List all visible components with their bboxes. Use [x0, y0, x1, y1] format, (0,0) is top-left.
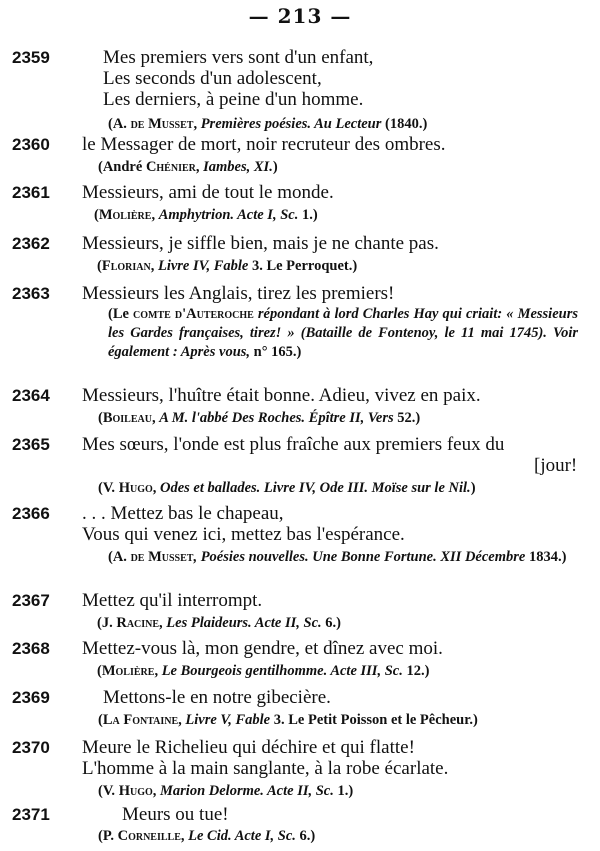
entry-number: 2361 — [12, 183, 50, 202]
entry-number: 2369 — [12, 688, 50, 707]
entry-number: 2362 — [12, 234, 50, 253]
entry-number: 2368 — [12, 639, 50, 658]
quote-line: Les derniers, à peine d'un homme. — [103, 89, 364, 110]
quote-line: Messieurs, ami de tout le monde. — [82, 182, 334, 203]
source-citation: (Molière, Amphytrion. Acte I, Sc. 1.) — [94, 207, 318, 223]
page-number: — 213 — — [248, 4, 352, 28]
quote-line-continuation: [jour! — [534, 455, 578, 476]
quote-line: Les seconds d'un adolescent, — [103, 68, 322, 89]
entry-number: 2363 — [12, 284, 50, 303]
source-citation: (Le comte d'Auteroche répondant à lord Charles Hay qui criait: « Messieurs les Gardes françaises, tirez! » (Bataille de Fontenoy, le 11 mai 1745). Voir également : Après vous, n° 165.) — [108, 306, 578, 360]
entry-number: 2367 — [12, 591, 50, 610]
source-citation: (A. de Musset, Premières poésies. Au Lecteur (1840.) — [108, 116, 428, 132]
quote-line: Messieurs, je siffle bien, mais je ne chante pas. — [82, 233, 439, 254]
quote-line: Vous qui venez ici, mettez bas l'espérance. — [82, 524, 405, 545]
source-citation: (André Chénier, Iambes, XI.) — [98, 159, 278, 175]
source-citation: (V. Hugo, Odes et ballades. Livre IV, Ode III. Moïse sur le Nil.) — [98, 480, 476, 496]
quote-line: Mes premiers vers sont d'un enfant, — [103, 47, 374, 68]
entry-number: 2371 — [12, 805, 50, 824]
quote-line: Mettez qu'il interrompt. — [82, 590, 263, 611]
quote-line: Mettons-le en notre gibecière. — [103, 687, 331, 708]
entry-number: 2370 — [12, 738, 50, 757]
quote-line: Mettez-vous là, mon gendre, et dînez avec moi. — [82, 638, 443, 659]
source-citation: (Florian, Livre IV, Fable 3. Le Perroquet.) — [97, 258, 358, 274]
entry-number: 2366 — [12, 504, 50, 523]
quote-line: Mes sœurs, l'onde est plus fraîche aux premiers feux du — [82, 434, 505, 455]
quote-line: Messieurs les Anglais, tirez les premiers! — [82, 283, 395, 304]
source-citation: (A. de Musset, Poésies nouvelles. Une Bonne Fortune. XII Décembre 1834.) — [108, 549, 567, 565]
quote-line: L'homme à la main sanglante, à la robe écarlate. — [82, 758, 449, 779]
entry-number: 2365 — [12, 435, 50, 454]
quote-line: Meurs ou tue! — [122, 804, 229, 825]
entry-number: 2359 — [12, 48, 50, 67]
quote-line: Messieurs, l'huître était bonne. Adieu, vivez en paix. — [82, 385, 481, 406]
source-citation: (La Fontaine, Livre V, Fable 3. Le Petit Poisson et le Pêcheur.) — [98, 712, 478, 728]
source-citation: (Boileau, A M. l'abbé Des Roches. Épître II, Vers 52.) — [98, 410, 421, 426]
source-citation: (Molière, Le Bourgeois gentilhomme. Acte III, Sc. 12.) — [97, 663, 430, 679]
quote-line: le Messager de mort, noir recruteur des ombres. — [82, 134, 446, 155]
source-citation: (V. Hugo, Marion Delorme. Acte II, Sc. 1.) — [98, 783, 354, 799]
source-citation: (P. Corneille, Le Cid. Acte I, Sc. 6.) — [98, 828, 316, 844]
quote-line: Meure le Richelieu qui déchire et qui flatte! — [82, 737, 415, 758]
source-citation: (J. Racine, Les Plaideurs. Acte II, Sc. 6.) — [97, 615, 341, 631]
quote-line: . . . Mettez bas le chapeau, — [82, 503, 284, 524]
entry-number: 2364 — [12, 386, 50, 405]
entry-number: 2360 — [12, 135, 50, 154]
